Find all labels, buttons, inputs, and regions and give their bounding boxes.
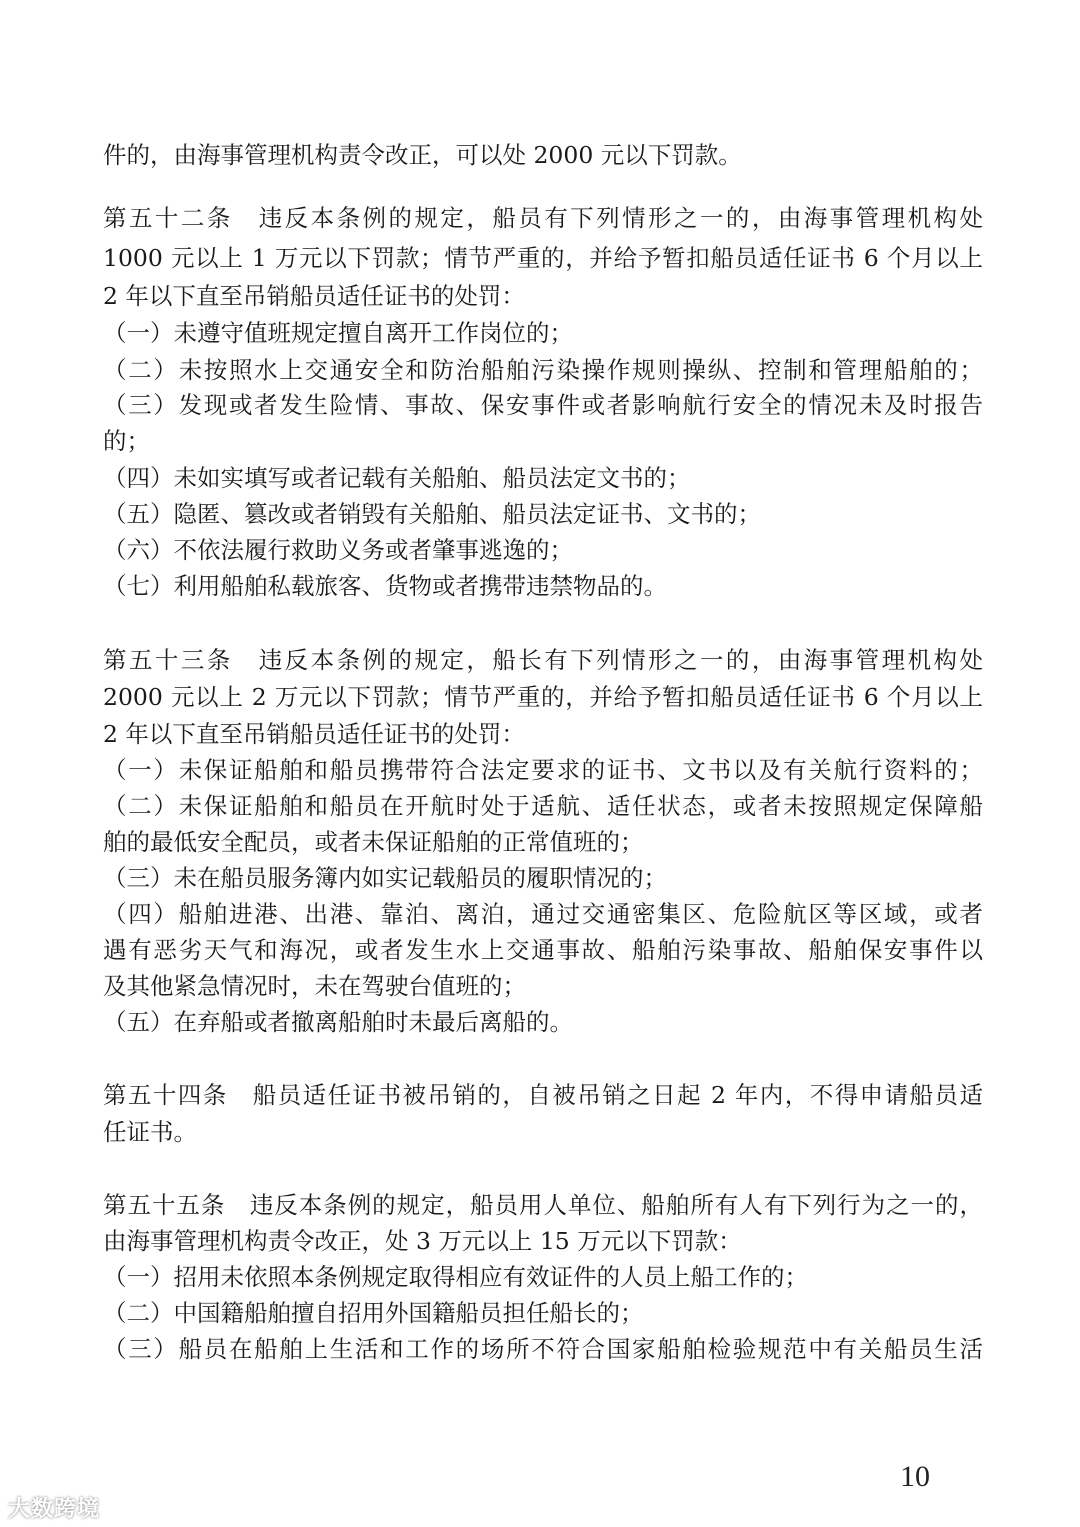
text-line: 第五十四条 船员适任证书被吊销的，自被吊销之日起 2 年内，不得申请船员适: [103, 1081, 983, 1109]
text-line: 任证书。: [103, 1118, 197, 1146]
text-line: （六）不依法履行救助义务或者肇事逃逸的；: [103, 536, 573, 564]
text-line: （四）未如实填写或者记载有关船舶、船员法定文书的；: [103, 464, 691, 492]
text-line: （二）未按照水上交通安全和防治船舶污染操作规则操纵、控制和管理船舶的；: [103, 356, 983, 384]
text-line: （二）中国籍船舶擅自招用外国籍船员担任船长的；: [103, 1299, 644, 1327]
text-line: （七）利用船舶私载旅客、货物或者携带违禁物品的。: [103, 572, 667, 600]
text-line: （一）招用未依照本条例规定取得相应有效证件的人员上船工作的；: [103, 1263, 808, 1291]
text-line: 由海事管理机构责令改正，处 3 万元以上 15 万元以下罚款：: [103, 1227, 742, 1255]
text-line: 第五十三条 违反本条例的规定，船长有下列情形之一的，由海事管理机构处: [103, 646, 983, 674]
text-line: （五）在弃船或者撤离船舶时未最后离船的。: [103, 1008, 573, 1036]
text-line: （三）船员在船舶上生活和工作的场所不符合国家船舶检验规范中有关船员生活: [103, 1335, 983, 1363]
text-line: 的；: [103, 427, 150, 455]
text-line: 2000 元以上 2 万元以下罚款；情节严重的，并给予暂扣船员适任证书 6 个月以上: [103, 683, 983, 711]
text-line: 舶的最低安全配员，或者未保证船舶的正常值班的；: [103, 828, 644, 856]
text-line: 件的，由海事管理机构责令改正，可以处 2000 元以下罚款。: [103, 141, 742, 169]
text-line: （三）未在船员服务簿内如实记载船员的履职情况的；: [103, 864, 667, 892]
text-line: 遇有恶劣天气和海况，或者发生水上交通事故、船舶污染事故、船舶保安事件以: [103, 936, 983, 964]
text-line: 第五十五条 违反本条例的规定，船员用人单位、船舶所有人有下列行为之一的，: [103, 1191, 983, 1219]
text-line: 第五十二条 违反本条例的规定，船员有下列情形之一的，由海事管理机构处: [103, 204, 983, 232]
text-line: 及其他紧急情况时，未在驾驶台值班的；: [103, 972, 526, 1000]
text-line: 1000 元以上 1 万元以下罚款；情节严重的，并给予暂扣船员适任证书 6 个月以上: [103, 244, 983, 272]
text-line: （三）发现或者发生险情、事故、保安事件或者影响航行安全的情况未及时报告: [103, 391, 983, 419]
text-line: （五）隐匿、篡改或者销毁有关船舶、船员法定证书、文书的；: [103, 500, 761, 528]
text-line: （一）未遵守值班规定擅自离开工作岗位的；: [103, 319, 573, 347]
watermark-logo: 大数跨境: [8, 1497, 101, 1522]
text-line: （四）船舶进港、出港、靠泊、离泊，通过交通密集区、危险航区等区域，或者: [103, 900, 983, 928]
page-number: 10: [900, 1460, 930, 1493]
text-line: （一）未保证船舶和船员携带符合法定要求的证书、文书以及有关航行资料的；: [103, 756, 983, 784]
text-line: 2 年以下直至吊销船员适任证书的处罚：: [103, 720, 525, 748]
text-line: （二）未保证船舶和船员在开航时处于适航、适任状态，或者未按照规定保障船: [103, 792, 983, 820]
text-line: 2 年以下直至吊销船员适任证书的处罚：: [103, 282, 525, 310]
